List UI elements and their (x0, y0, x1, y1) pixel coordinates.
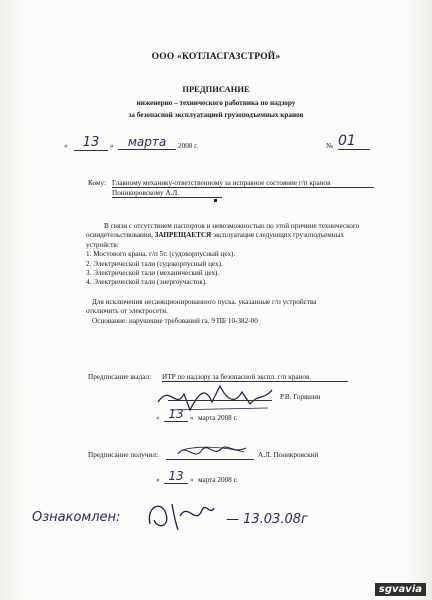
paragraph-1b (86, 231, 386, 240)
issued-date-rest: марта 2008 г. (198, 414, 238, 422)
document-subtitle-2: за безопасной эксплуатацией грузоподъемных кранов (128, 111, 304, 119)
issued-date-day: 13 (164, 407, 188, 422)
acknowledged-label: Ознакомлен: (32, 510, 121, 525)
paragraph-1a: В связи с отсутствием паспортов и невозможностью по этой причине технического (104, 222, 360, 230)
paragraph-1b-post: эксплуатация следующих грузоподъемных (213, 231, 345, 240)
issued-label: Предписание выдал: (88, 373, 152, 381)
received-date-close-quote: » (190, 476, 194, 484)
receiver-signature (172, 440, 252, 464)
date-day: 13 (74, 135, 108, 151)
document-subtitle-1: инженерно – технического работника по надзору (136, 99, 296, 107)
company-name: ООО «КОТЛАСГАЗСТРОЙ» (151, 52, 281, 62)
issuer-signature-line (168, 400, 272, 401)
paragraph-2b: отключить от электросети. (86, 307, 168, 316)
dot-mark (214, 199, 217, 202)
received-date-day: 13 (164, 469, 188, 484)
received-name: А.Л. Поникровский (258, 451, 319, 459)
receiver-signature-line (166, 459, 254, 460)
issued-position: ИТР по надзору за безопасной экспл. г/п кранов (162, 373, 348, 382)
basis-line: Основание: нарушение требований га. 9 ПБ 10-382-00 (92, 316, 258, 325)
to-label: Кому: (88, 179, 106, 187)
list-item: 2. Электрической тали (судокорпусный цех). (86, 259, 223, 268)
list-item: 1. Мостового крана. г/п 5т. (судокорпусный цех). (86, 250, 236, 259)
issued-date-close-quote: » (190, 414, 194, 422)
document-number: 01 (338, 133, 370, 150)
paragraph-1b-pre: освидетельствования, (86, 231, 153, 240)
issued-date (156, 407, 276, 426)
date-line (64, 133, 384, 158)
equipment-list (86, 250, 386, 288)
list-item: 4. Электрической тали (энергоучасток). (86, 278, 208, 287)
to-line-2: Поникоровскому А.Л. (112, 189, 222, 198)
acknowledged-date: — 13.03.08г (226, 512, 308, 527)
prohibited-word: ЗАПРЕЩАЕТСЯ (154, 231, 212, 240)
document-title: ПРЕДПИСАНИЕ (182, 84, 250, 94)
issued-date-open-quote: « (156, 414, 160, 422)
acknowledged-signature (140, 496, 220, 536)
number-label: № (326, 142, 333, 150)
paragraph-1c: устройств: (86, 240, 119, 249)
received-label: Предписание получил: (88, 451, 158, 459)
date-year: 2008 г. (178, 142, 199, 150)
date-open-quote: « (64, 142, 68, 150)
to-line-1: Главному механику-ответственному за исправное состояние г/п кранов (112, 179, 374, 188)
received-date (156, 469, 276, 488)
received-date-open-quote: « (156, 476, 160, 484)
watermark: sgvavia (375, 583, 426, 596)
date-close-quote: » (110, 142, 114, 150)
date-month: марта (118, 135, 176, 150)
paragraph-2a: Для исключения несанкционированного пуска. указанные г/п устройства (92, 297, 317, 306)
issued-name: Р.В. Горяшин (280, 393, 321, 401)
received-date-rest: марта 2008 г. (198, 476, 238, 484)
body-section (86, 222, 386, 326)
list-item: 3. Электрической тали (механический цех). (86, 269, 220, 278)
